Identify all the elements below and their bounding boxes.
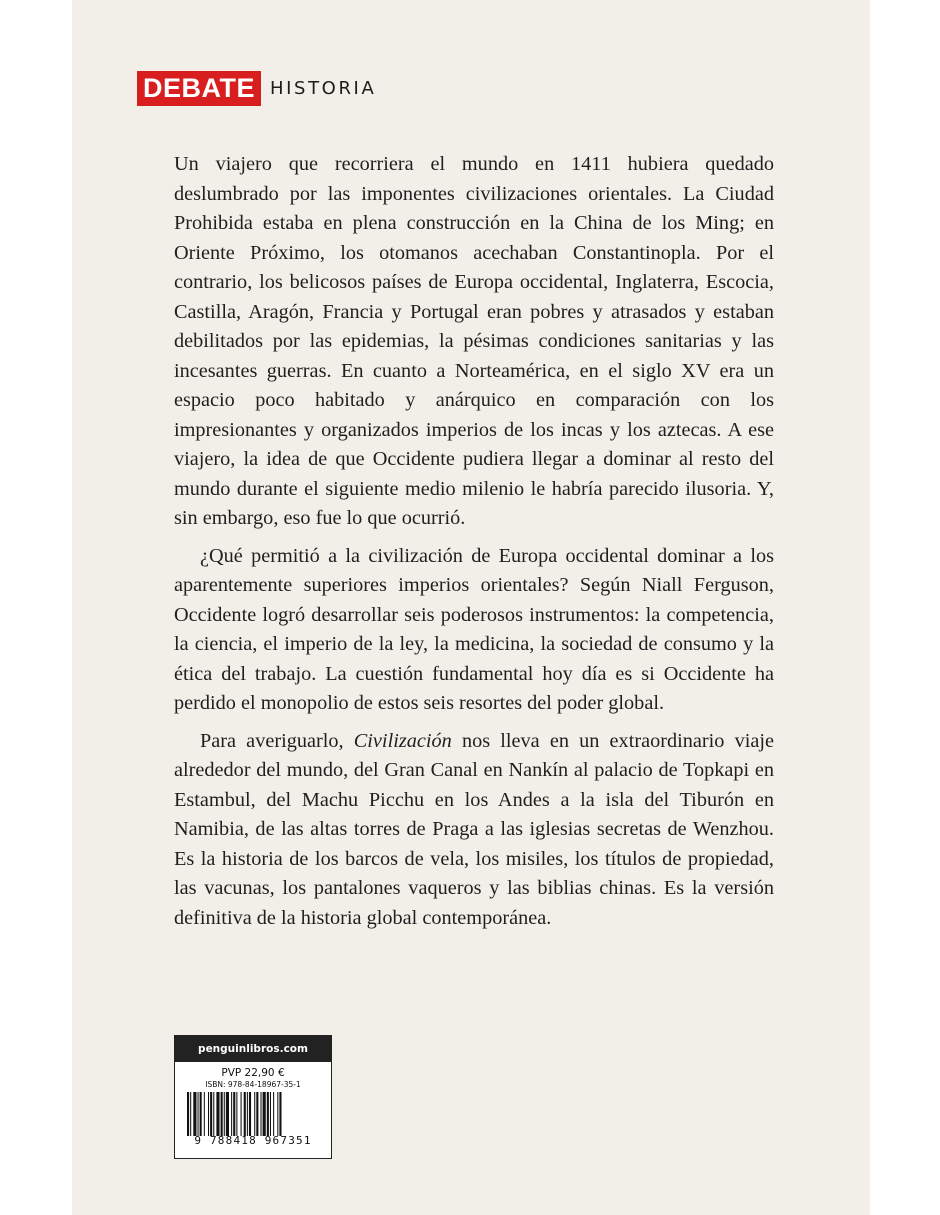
barcode-bar	[208, 1092, 209, 1136]
barcode-bar	[198, 1092, 199, 1136]
barcode-bar	[254, 1092, 255, 1136]
barcode-bar	[200, 1092, 202, 1136]
barcode-bar	[226, 1092, 229, 1136]
barcode-bar	[249, 1092, 251, 1136]
barcode-bar	[233, 1092, 235, 1136]
barcode-bar	[190, 1092, 191, 1136]
blurb-p3-intro: Para averiguarlo,	[200, 729, 354, 752]
barcode-box	[174, 1035, 332, 1159]
blurb-paragraph-3	[174, 727, 774, 934]
barcode-bar	[244, 1092, 246, 1136]
blurb-paragraph-1: Un viajero que recorriera el mundo en 1411 hubiera quedado deslumbrado por las imponentes civilizaciones orientales. La Ciudad Prohibida estaba en plena construcción en la China de los Ming; en Oriente Próximo, los otomanos acechaban Constantinopla. Por el contrario, los belicosos países de Europa occidental, Inglaterra, Escocia, Castilla, Aragón, Francia y Portugal eran pobres y atrasados y estaban debilitados por las epidemias, la pésimas condiciones sanitarias y las incesantes guerras. En cuanto a Norteamérica, en el siglo XV era un espacio poco habitado y anárquico en comparación con los impresionantes y organizados imperios de los incas y los aztecas. A ese viajero, la idea de que Occidente pudiera llegar a dominar al resto del mundo durante el siguiente medio milenio le habría parecido ilusoria. Y, sin embargo, eso fue lo que ocurrió.	[174, 153, 774, 529]
isbn-label: ISBN: 978-84-18967-35-1	[205, 1080, 301, 1089]
barcode-bar	[277, 1092, 278, 1136]
barcode-bar	[187, 1092, 189, 1136]
barcode-bar	[247, 1092, 248, 1136]
barcode-bar	[231, 1092, 232, 1136]
back-cover-blurb	[174, 150, 774, 941]
barcode-bar	[213, 1092, 214, 1136]
barcode-bar	[236, 1092, 237, 1136]
book-title-italic: Civilización	[353, 729, 452, 752]
price-label: PVP 22,90 €	[221, 1067, 285, 1079]
barcode-bar	[241, 1092, 242, 1136]
barcode-bar	[270, 1092, 271, 1136]
barcode-bar	[279, 1092, 281, 1136]
blurb-paragraph-2: ¿Qué permitió a la civilización de Europa occidental dominar a los aparentemente superiores imperios orientales? Según Niall Ferguson, Occidente logró desarrollar seis poderosos instrumentos: la competencia, la ciencia, el imperio de la ley, la medicina, la sociedad de consumo y la ética del trabajo. La cuestión fundamental hoy día es si Occidente ha perdido el monopolio de estos seis resortes del poder global.	[174, 544, 774, 714]
barcode-bars	[185, 1092, 321, 1136]
debate-logo: DEBATE	[137, 71, 261, 106]
barcode-bar	[221, 1092, 223, 1136]
blurb-p3-rest: nos lleva en un extraordinario viaje alrededor del mundo, del Gran Canal en Nankín al palacio de Topkapi en Estambul, del Machu Picchu en los Andes a la isla del Tiburón en Namibia, de las altas torres de Praga a las iglesias secretas de Wenzhou. Es la historia de los barcos de vela, los misiles, los títulos de propiedad, las vacunas, los pantalones vaqueros y las biblias chinas. Es la versión definitiva de la historia global contemporánea.	[174, 729, 774, 929]
barcode-bar	[216, 1092, 219, 1136]
barcode-digits: 9 788418 967351	[194, 1134, 312, 1147]
barcode-bar	[256, 1092, 258, 1136]
series-name: HISTORIA	[270, 78, 377, 99]
barcode-bar	[204, 1092, 205, 1136]
barcode-bar	[224, 1092, 225, 1136]
barcode-bar	[193, 1092, 196, 1136]
website-label: penguinlibros.com	[175, 1036, 331, 1062]
barcode-bar	[210, 1092, 212, 1136]
barcode-bar	[261, 1092, 262, 1136]
barcode-bar	[267, 1092, 269, 1136]
barcode-bar	[263, 1092, 266, 1136]
publisher-brand	[137, 71, 376, 106]
barcode-bar	[273, 1092, 274, 1136]
